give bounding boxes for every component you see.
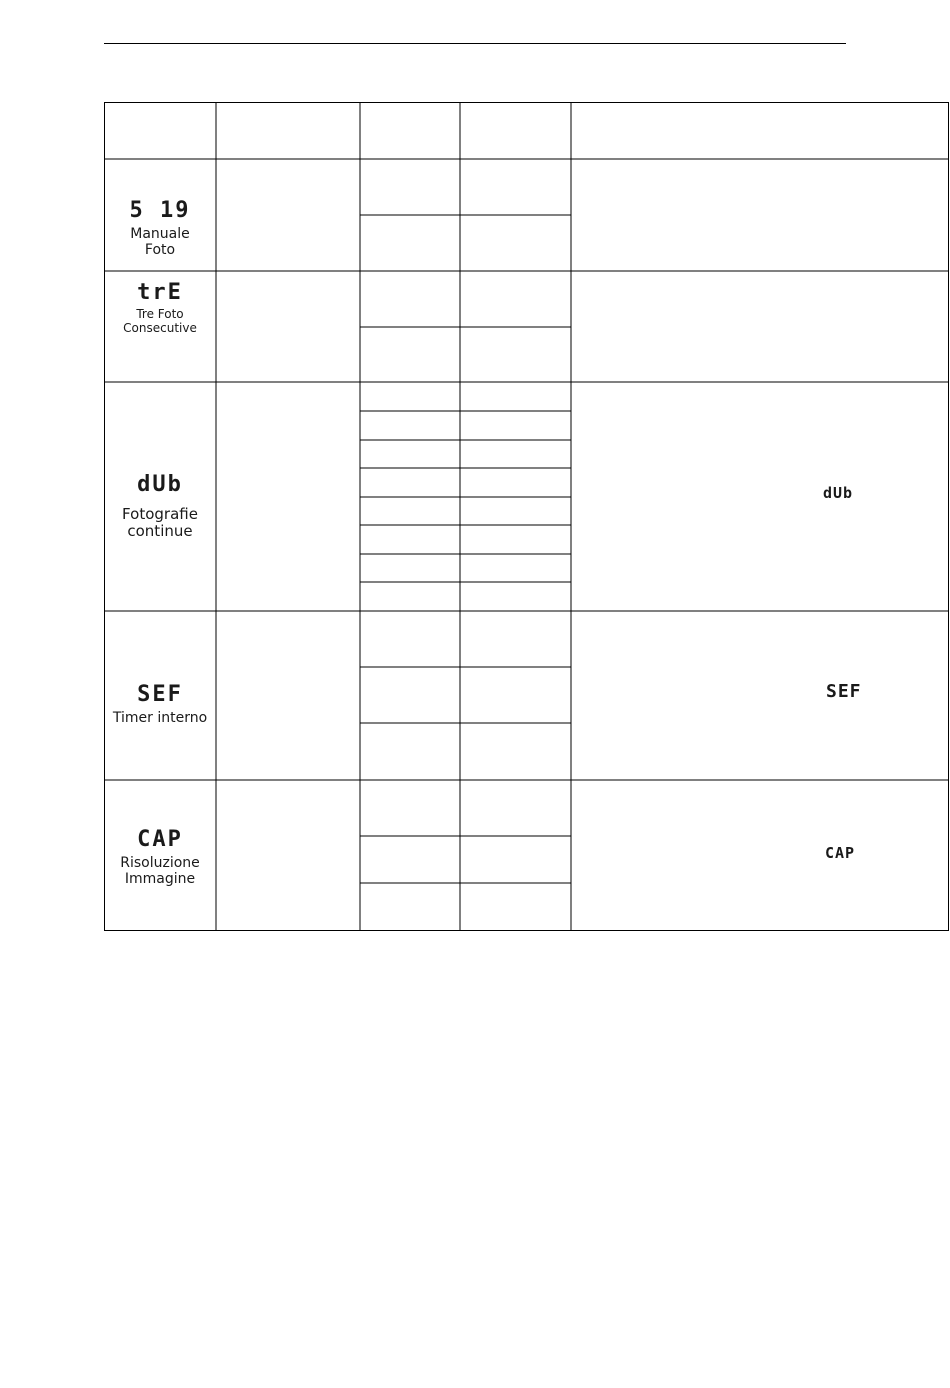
mode-code-display: 5 19 — [129, 198, 191, 223]
mode-cell-three-photos — [104, 282, 216, 336]
mode-code-display: CAP — [137, 827, 183, 852]
mode-cell-continuous-photos — [104, 474, 216, 541]
mode-cell-manual-photo — [104, 200, 216, 258]
sef-display-icon: SEF — [826, 681, 862, 702]
mode-code-display: trE — [137, 280, 183, 305]
mode-label: Tre Foto — [136, 307, 184, 321]
settings-table — [104, 102, 949, 931]
mode-label: Manuale — [130, 226, 190, 242]
dub-display-icon: dUb — [823, 484, 854, 502]
table-border — [105, 103, 949, 931]
mode-label: Foto — [144, 242, 176, 259]
mode-label: Immagine — [124, 871, 196, 888]
mode-code-display: dUb — [137, 472, 183, 497]
table-grid — [104, 102, 949, 931]
mode-label: Fotografie — [122, 505, 198, 523]
header-rule — [104, 43, 846, 44]
mode-label: Timer interno — [112, 710, 208, 726]
mode-cell-internal-timer — [104, 684, 216, 726]
cap-display-icon: CAP — [825, 844, 856, 862]
mode-label: Risoluzione — [120, 855, 200, 871]
mode-cell-image-resolution — [104, 829, 216, 887]
mode-code-display: SEF — [137, 682, 183, 707]
mode-label: continue — [127, 522, 193, 541]
mode-label: Consecutive — [123, 320, 197, 335]
